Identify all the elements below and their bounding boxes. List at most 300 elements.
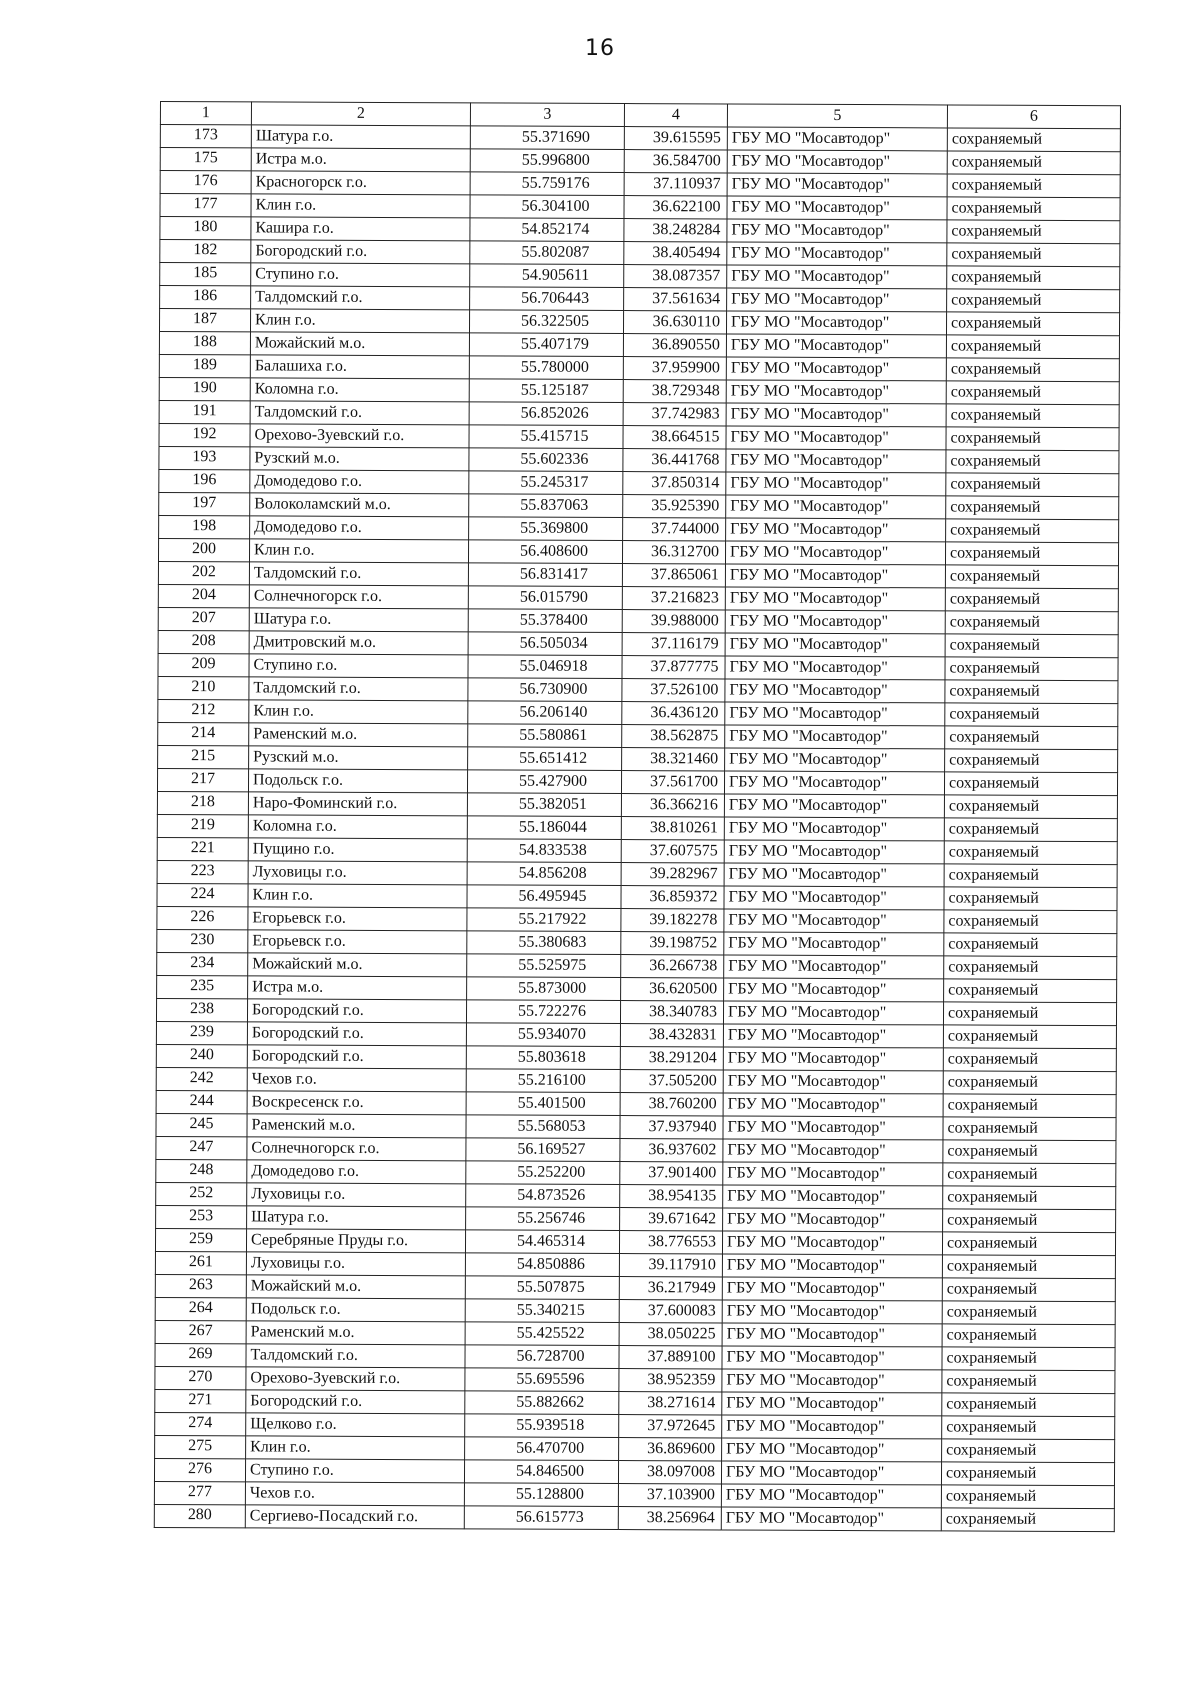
cell-number: 210 (158, 676, 249, 699)
cell-number: 175 (160, 148, 251, 171)
cell-status: сохраняемый (942, 1416, 1115, 1440)
cell-status: сохраняемый (946, 404, 1119, 428)
cell-status: сохраняемый (942, 1370, 1115, 1394)
table-row (158, 630, 1118, 657)
cell-number: 244 (156, 1090, 247, 1113)
cell-longitude: 39.671642 (620, 1208, 723, 1231)
cell-district: Клин г.о. (246, 1436, 465, 1460)
cell-organization: ГБУ МО "Мосавтодор" (723, 1139, 943, 1163)
cell-status: сохраняемый (942, 1439, 1115, 1463)
cell-number: 197 (159, 492, 250, 515)
cell-latitude: 55.525975 (467, 954, 621, 978)
cell-number: 269 (155, 1343, 246, 1366)
table-row (156, 1090, 1116, 1117)
cell-district: Раменский м.о. (246, 1321, 465, 1345)
cell-district: Красногорск г.о. (251, 171, 470, 195)
cell-organization: ГБУ МО "Мосавтодор" (721, 1484, 941, 1508)
cell-district: Луховицы г.о. (248, 861, 467, 885)
cell-latitude: 56.169527 (466, 1138, 620, 1162)
cell-longitude: 37.561634 (624, 288, 727, 311)
table-row (159, 469, 1119, 496)
cell-organization: ГБУ МО "Мосавтодор" (727, 265, 947, 289)
cell-organization: ГБУ МО "Мосавтодор" (723, 1093, 943, 1117)
cell-number: 204 (158, 584, 249, 607)
cell-district: Талдомский г.о. (249, 562, 468, 586)
table-row (158, 584, 1118, 611)
cell-status: сохраняемый (946, 381, 1119, 405)
cell-longitude: 37.600083 (619, 1300, 722, 1323)
cell-latitude: 55.380683 (467, 931, 621, 955)
table-row (157, 768, 1117, 795)
cell-latitude: 55.427900 (467, 770, 621, 794)
cell-number: 200 (158, 538, 249, 561)
cell-district: Шатура г.о. (247, 1206, 466, 1230)
cell-organization: ГБУ МО "Мосавтодор" (726, 380, 946, 404)
cell-status: сохраняемый (943, 1163, 1116, 1187)
table-row (160, 263, 1120, 290)
document-table-wrapper (160, 101, 1120, 1528)
cell-district: Серебряные Пруды г.о. (246, 1229, 465, 1253)
table-row (156, 1159, 1116, 1186)
cell-status: сохраняемый (942, 1278, 1115, 1302)
cell-district: Раменский м.о. (249, 723, 468, 747)
cell-latitude: 56.852026 (469, 402, 623, 426)
cell-latitude: 55.939518 (465, 1414, 619, 1438)
cell-status: сохраняемый (943, 1186, 1116, 1210)
cell-longitude: 39.182278 (621, 909, 724, 932)
cell-district: Егорьевск г.о. (248, 930, 467, 954)
cell-latitude: 55.256746 (466, 1207, 620, 1231)
cell-organization: ГБУ МО "Мосавтодор" (725, 702, 945, 726)
header-col-4: 4 (624, 104, 727, 127)
table-row (159, 354, 1119, 381)
cell-organization: ГБУ МО "Мосавтодор" (726, 518, 946, 542)
cell-organization: ГБУ МО "Мосавтодор" (727, 127, 947, 151)
table-row (157, 837, 1117, 864)
cell-organization: ГБУ МО "Мосавтодор" (724, 817, 944, 841)
cell-district: Можайский м.о. (246, 1275, 465, 1299)
cell-number: 215 (158, 745, 249, 768)
cell-organization: ГБУ МО "Мосавтодор" (724, 909, 944, 933)
cell-longitude: 38.087357 (624, 265, 727, 288)
cell-organization: ГБУ МО "Мосавтодор" (726, 449, 946, 473)
cell-latitude: 56.322505 (469, 310, 623, 334)
cell-longitude: 38.321460 (622, 748, 725, 771)
cell-status: сохраняемый (944, 910, 1117, 934)
cell-latitude: 55.602336 (469, 448, 623, 472)
cell-district: Истра м.о. (248, 976, 467, 1000)
cell-number: 245 (156, 1113, 247, 1136)
cell-status: сохраняемый (947, 266, 1120, 290)
cell-longitude: 37.850314 (623, 472, 726, 495)
cell-longitude: 37.103900 (618, 1484, 721, 1507)
cell-status: сохраняемый (944, 956, 1117, 980)
cell-number: 180 (160, 217, 251, 240)
cell-longitude: 37.877775 (622, 656, 725, 679)
cell-organization: ГБУ МО "Мосавтодор" (725, 725, 945, 749)
cell-number: 234 (157, 952, 248, 975)
cell-district: Богородский г.о. (246, 1390, 465, 1414)
cell-longitude: 37.742983 (623, 403, 726, 426)
cell-latitude: 55.882662 (465, 1391, 619, 1415)
cell-longitude: 39.117910 (619, 1254, 722, 1277)
cell-organization: ГБУ МО "Мосавтодор" (723, 1162, 943, 1186)
table-row (157, 791, 1117, 818)
cell-latitude: 55.415715 (469, 425, 623, 449)
cell-longitude: 38.562875 (622, 725, 725, 748)
cell-district: Рузский м.о. (249, 746, 468, 770)
cell-number: 247 (156, 1136, 247, 1159)
cell-district: Дмитровский м.о. (249, 631, 468, 655)
cell-number: 240 (156, 1044, 247, 1067)
cell-longitude: 37.505200 (620, 1070, 723, 1093)
cell-number: 223 (157, 860, 248, 883)
cell-latitude: 54.465314 (465, 1230, 619, 1254)
cell-latitude: 56.615773 (464, 1506, 618, 1530)
cell-longitude: 38.050225 (619, 1323, 722, 1346)
header-col-1: 1 (160, 102, 251, 125)
cell-district: Клин г.о. (251, 194, 470, 218)
cell-district: Домодедово г.о. (250, 516, 469, 540)
cell-longitude: 38.776553 (619, 1231, 722, 1254)
cell-longitude: 38.291204 (620, 1047, 723, 1070)
cell-status: сохраняемый (944, 795, 1117, 819)
cell-district: Ступино г.о. (245, 1459, 464, 1483)
cell-district: Домодедово г.о. (247, 1160, 466, 1184)
cell-organization: ГБУ МО "Мосавтодор" (727, 242, 947, 266)
table-row (158, 722, 1118, 749)
cell-district: Волоколамский м.о. (250, 493, 469, 517)
cell-longitude: 36.937602 (620, 1139, 723, 1162)
cell-number: 221 (157, 837, 248, 860)
cell-status: сохраняемый (941, 1485, 1114, 1509)
cell-number: 192 (159, 423, 250, 446)
cell-latitude: 54.833538 (467, 839, 621, 863)
cell-district: Богородский г.о. (247, 1045, 466, 1069)
cell-district: Ступино г.о. (251, 263, 470, 287)
cell-district: Луховицы г.о. (246, 1252, 465, 1276)
cell-district: Клин г.о. (249, 700, 468, 724)
cell-longitude: 37.561700 (621, 771, 724, 794)
cell-organization: ГБУ МО "Мосавтодор" (725, 633, 945, 657)
cell-latitude: 55.046918 (468, 655, 622, 679)
cell-number: 212 (158, 699, 249, 722)
cell-latitude: 56.304100 (470, 195, 624, 219)
cell-latitude: 55.216100 (466, 1069, 620, 1093)
cell-longitude: 36.859372 (621, 886, 724, 909)
cell-latitude: 55.568053 (466, 1115, 620, 1139)
cell-status: сохраняемый (944, 933, 1117, 957)
cell-number: 271 (155, 1389, 246, 1412)
cell-number: 186 (160, 286, 251, 309)
table-row (155, 1435, 1115, 1462)
table-row (156, 1113, 1116, 1140)
cell-latitude: 55.401500 (466, 1092, 620, 1116)
cell-status: сохраняемый (942, 1255, 1115, 1279)
table-row (157, 906, 1117, 933)
table-row (156, 1021, 1116, 1048)
cell-district: Чехов г.о. (245, 1482, 464, 1506)
table-row (156, 1182, 1116, 1209)
cell-district: Шатура г.о. (251, 125, 470, 149)
cell-longitude: 39.615595 (624, 127, 727, 150)
cell-longitude: 37.216823 (622, 587, 725, 610)
cell-number: 252 (156, 1182, 247, 1205)
cell-status: сохраняемый (942, 1393, 1115, 1417)
cell-district: Талдомский г.о. (250, 401, 469, 425)
table-row (155, 1412, 1115, 1439)
cell-status: сохраняемый (942, 1347, 1115, 1371)
cell-organization: ГБУ МО "Мосавтодор" (721, 1461, 941, 1485)
cell-status: сохраняемый (945, 634, 1118, 658)
cell-longitude: 38.729348 (623, 380, 726, 403)
cell-longitude: 37.959900 (623, 357, 726, 380)
cell-status: сохраняемый (942, 1232, 1115, 1256)
cell-latitude: 55.217922 (467, 908, 621, 932)
cell-latitude: 54.873526 (466, 1184, 620, 1208)
cell-latitude: 55.245317 (469, 471, 623, 495)
cell-latitude: 56.728700 (465, 1345, 619, 1369)
cell-latitude: 56.831417 (468, 563, 622, 587)
cell-number: 280 (154, 1504, 245, 1527)
cell-number: 277 (154, 1481, 245, 1504)
cell-organization: ГБУ МО "Мосавтодор" (726, 426, 946, 450)
cell-organization: ГБУ МО "Мосавтодор" (725, 587, 945, 611)
cell-longitude: 36.441768 (623, 449, 726, 472)
cell-organization: ГБУ МО "Мосавтодор" (722, 1254, 942, 1278)
table-row (154, 1458, 1114, 1485)
cell-status: сохраняемый (945, 726, 1118, 750)
cell-status: сохраняемый (944, 979, 1117, 1003)
cell-number: 209 (158, 653, 249, 676)
table-row (158, 561, 1118, 588)
cell-status: сохраняемый (944, 818, 1117, 842)
table-row (155, 1366, 1115, 1393)
cell-longitude: 39.198752 (621, 932, 724, 955)
cell-number: 182 (160, 240, 251, 263)
table-row (157, 929, 1117, 956)
cell-latitude: 56.706443 (470, 287, 624, 311)
cell-latitude: 55.803618 (466, 1046, 620, 1070)
cell-organization: ГБУ МО "Мосавтодор" (726, 357, 946, 381)
cell-organization: ГБУ МО "Мосавтодор" (723, 1208, 943, 1232)
cell-status: сохраняемый (947, 174, 1120, 198)
cell-number: 267 (155, 1320, 246, 1343)
cell-latitude: 54.852174 (470, 218, 624, 242)
cell-latitude: 55.371690 (470, 126, 624, 150)
cell-longitude: 39.282967 (621, 863, 724, 886)
cell-longitude: 36.266738 (621, 955, 724, 978)
cell-status: сохраняемый (946, 427, 1119, 451)
cell-status: сохраняемый (945, 588, 1118, 612)
cell-longitude: 38.954135 (620, 1185, 723, 1208)
cell-longitude: 37.607575 (621, 840, 724, 863)
cell-district: Подольск г.о. (248, 769, 467, 793)
cell-status: сохраняемый (941, 1508, 1114, 1532)
cell-district: Орехово-Зуевский г.о. (246, 1367, 465, 1391)
cell-number: 173 (160, 125, 251, 148)
cell-longitude: 38.248284 (624, 219, 727, 242)
cell-status: сохраняемый (945, 565, 1118, 589)
table-row (160, 217, 1120, 244)
cell-district: Талдомский г.о. (246, 1344, 465, 1368)
cell-organization: ГБУ МО "Мосавтодор" (726, 472, 946, 496)
cell-status: сохраняемый (947, 220, 1120, 244)
cell-status: сохраняемый (943, 1002, 1116, 1026)
cell-latitude: 55.802087 (470, 241, 624, 265)
cell-longitude: 37.116179 (622, 633, 725, 656)
cell-longitude: 38.760200 (620, 1093, 723, 1116)
cell-number: 218 (157, 791, 248, 814)
cell-district: Домодедово г.о. (250, 470, 469, 494)
cell-longitude: 36.620500 (621, 978, 724, 1001)
cell-status: сохраняемый (945, 611, 1118, 635)
header-col-5: 5 (727, 104, 947, 128)
page-number: 16 (585, 36, 615, 61)
cell-number: 185 (160, 263, 251, 286)
table-row (155, 1297, 1115, 1324)
cell-longitude: 36.630110 (623, 311, 726, 334)
cell-status: сохраняемый (945, 703, 1118, 727)
cell-organization: ГБУ МО "Мосавтодор" (726, 403, 946, 427)
table-row (158, 607, 1118, 634)
cell-district: Талдомский г.о. (251, 286, 470, 310)
cell-district: Истра м.о. (251, 148, 470, 172)
cell-number: 264 (155, 1297, 246, 1320)
cell-number: 198 (159, 515, 250, 538)
cell-status: сохраняемый (945, 657, 1118, 681)
cell-latitude: 55.580861 (468, 724, 622, 748)
cell-number: 238 (156, 998, 247, 1021)
cell-number: 239 (156, 1021, 247, 1044)
cell-district: Можайский м.о. (248, 953, 467, 977)
cell-latitude: 56.470700 (465, 1437, 619, 1461)
cell-latitude: 55.759176 (470, 172, 624, 196)
cell-organization: ГБУ МО "Мосавтодор" (722, 1415, 942, 1439)
cell-number: 275 (155, 1435, 246, 1458)
cell-district: Луховицы г.о. (247, 1183, 466, 1207)
cell-latitude: 56.505034 (468, 632, 622, 656)
cell-longitude: 38.432831 (620, 1024, 723, 1047)
table-row (159, 446, 1119, 473)
cell-status: сохраняемый (945, 680, 1118, 704)
cell-latitude: 55.837063 (469, 494, 623, 518)
cell-district: Клин г.о. (250, 309, 469, 333)
cell-organization: ГБУ МО "Мосавтодор" (726, 311, 946, 335)
table-row (155, 1228, 1115, 1255)
table-row (154, 1481, 1114, 1508)
cell-district: Клин г.о. (249, 539, 468, 563)
cell-organization: ГБУ МО "Мосавтодор" (724, 886, 944, 910)
cell-number: 190 (159, 377, 250, 400)
table-row (156, 1136, 1116, 1163)
cell-organization: ГБУ МО "Мосавтодор" (724, 978, 944, 1002)
cell-latitude: 56.408600 (468, 540, 622, 564)
cell-organization: ГБУ МО "Мосавтодор" (725, 564, 945, 588)
cell-status: сохраняемый (944, 772, 1117, 796)
cell-organization: ГБУ МО "Мосавтодор" (727, 288, 947, 312)
cell-organization: ГБУ МО "Мосавтодор" (722, 1438, 942, 1462)
cell-number: 219 (157, 814, 248, 837)
cell-latitude: 56.206140 (468, 701, 622, 725)
cell-organization: ГБУ МО "Мосавтодор" (725, 679, 945, 703)
cell-status: сохраняемый (942, 1324, 1115, 1348)
table-row (160, 125, 1120, 152)
cell-latitude: 55.186044 (467, 816, 621, 840)
cell-organization: ГБУ МО "Мосавтодор" (727, 219, 947, 243)
cell-latitude: 55.425522 (465, 1322, 619, 1346)
cell-number: 176 (160, 171, 251, 194)
cell-longitude: 38.271614 (619, 1392, 722, 1415)
table-row (158, 745, 1118, 772)
table-row (155, 1389, 1115, 1416)
cell-longitude: 36.217949 (619, 1277, 722, 1300)
cell-status: сохраняемый (947, 197, 1120, 221)
cell-latitude: 55.780000 (469, 356, 623, 380)
cell-organization: ГБУ МО "Мосавтодор" (727, 173, 947, 197)
table-row (160, 240, 1120, 267)
cell-number: 224 (157, 883, 248, 906)
cell-number: 248 (156, 1159, 247, 1182)
cell-organization: ГБУ МО "Мосавтодор" (724, 771, 944, 795)
cell-latitude: 55.407179 (469, 333, 623, 357)
cell-status: сохраняемый (943, 1071, 1116, 1095)
table-row (156, 1044, 1116, 1071)
table-row (157, 952, 1117, 979)
cell-status: сохраняемый (946, 473, 1119, 497)
cell-number: 226 (157, 906, 248, 929)
table-row (156, 998, 1116, 1025)
cell-number: 187 (159, 309, 250, 332)
cell-longitude: 38.664515 (623, 426, 726, 449)
cell-latitude: 56.015790 (468, 586, 622, 610)
cell-status: сохраняемый (946, 450, 1119, 474)
cell-organization: ГБУ МО "Мосавтодор" (722, 1369, 942, 1393)
cell-number: 217 (157, 768, 248, 791)
cell-number: 253 (156, 1205, 247, 1228)
cell-longitude: 39.988000 (622, 610, 725, 633)
cell-longitude: 36.312700 (622, 541, 725, 564)
cell-district: Орехово-Зуевский г.о. (250, 424, 469, 448)
cell-latitude: 56.495945 (467, 885, 621, 909)
table-row (160, 286, 1120, 313)
cell-number: 270 (155, 1366, 246, 1389)
cell-latitude: 55.695596 (465, 1368, 619, 1392)
cell-district: Щелково г.о. (246, 1413, 465, 1437)
cell-status: сохраняемый (947, 128, 1120, 152)
cell-number: 193 (159, 446, 250, 469)
cell-organization: ГБУ МО "Мосавтодор" (724, 955, 944, 979)
cell-longitude: 37.901400 (620, 1162, 723, 1185)
table-row (160, 148, 1120, 175)
cell-organization: ГБУ МО "Мосавтодор" (726, 334, 946, 358)
cell-district: Пущино г.о. (248, 838, 467, 862)
cell-longitude: 38.952359 (619, 1369, 722, 1392)
cell-latitude: 54.846500 (464, 1460, 618, 1484)
cell-latitude: 54.905611 (470, 264, 624, 288)
cell-organization: ГБУ МО "Мосавтодор" (727, 196, 947, 220)
cell-status: сохраняемый (945, 749, 1118, 773)
cell-number: 230 (157, 929, 248, 952)
cell-status: сохраняемый (943, 1209, 1116, 1233)
table-row (160, 194, 1120, 221)
cell-district: Ступино г.о. (249, 654, 468, 678)
cell-latitude: 55.252200 (466, 1161, 620, 1185)
cell-status: сохраняемый (943, 1094, 1116, 1118)
cell-status: сохраняемый (946, 519, 1119, 543)
cell-organization: ГБУ МО "Мосавтодор" (723, 1070, 943, 1094)
cell-organization: ГБУ МО "Мосавтодор" (725, 656, 945, 680)
